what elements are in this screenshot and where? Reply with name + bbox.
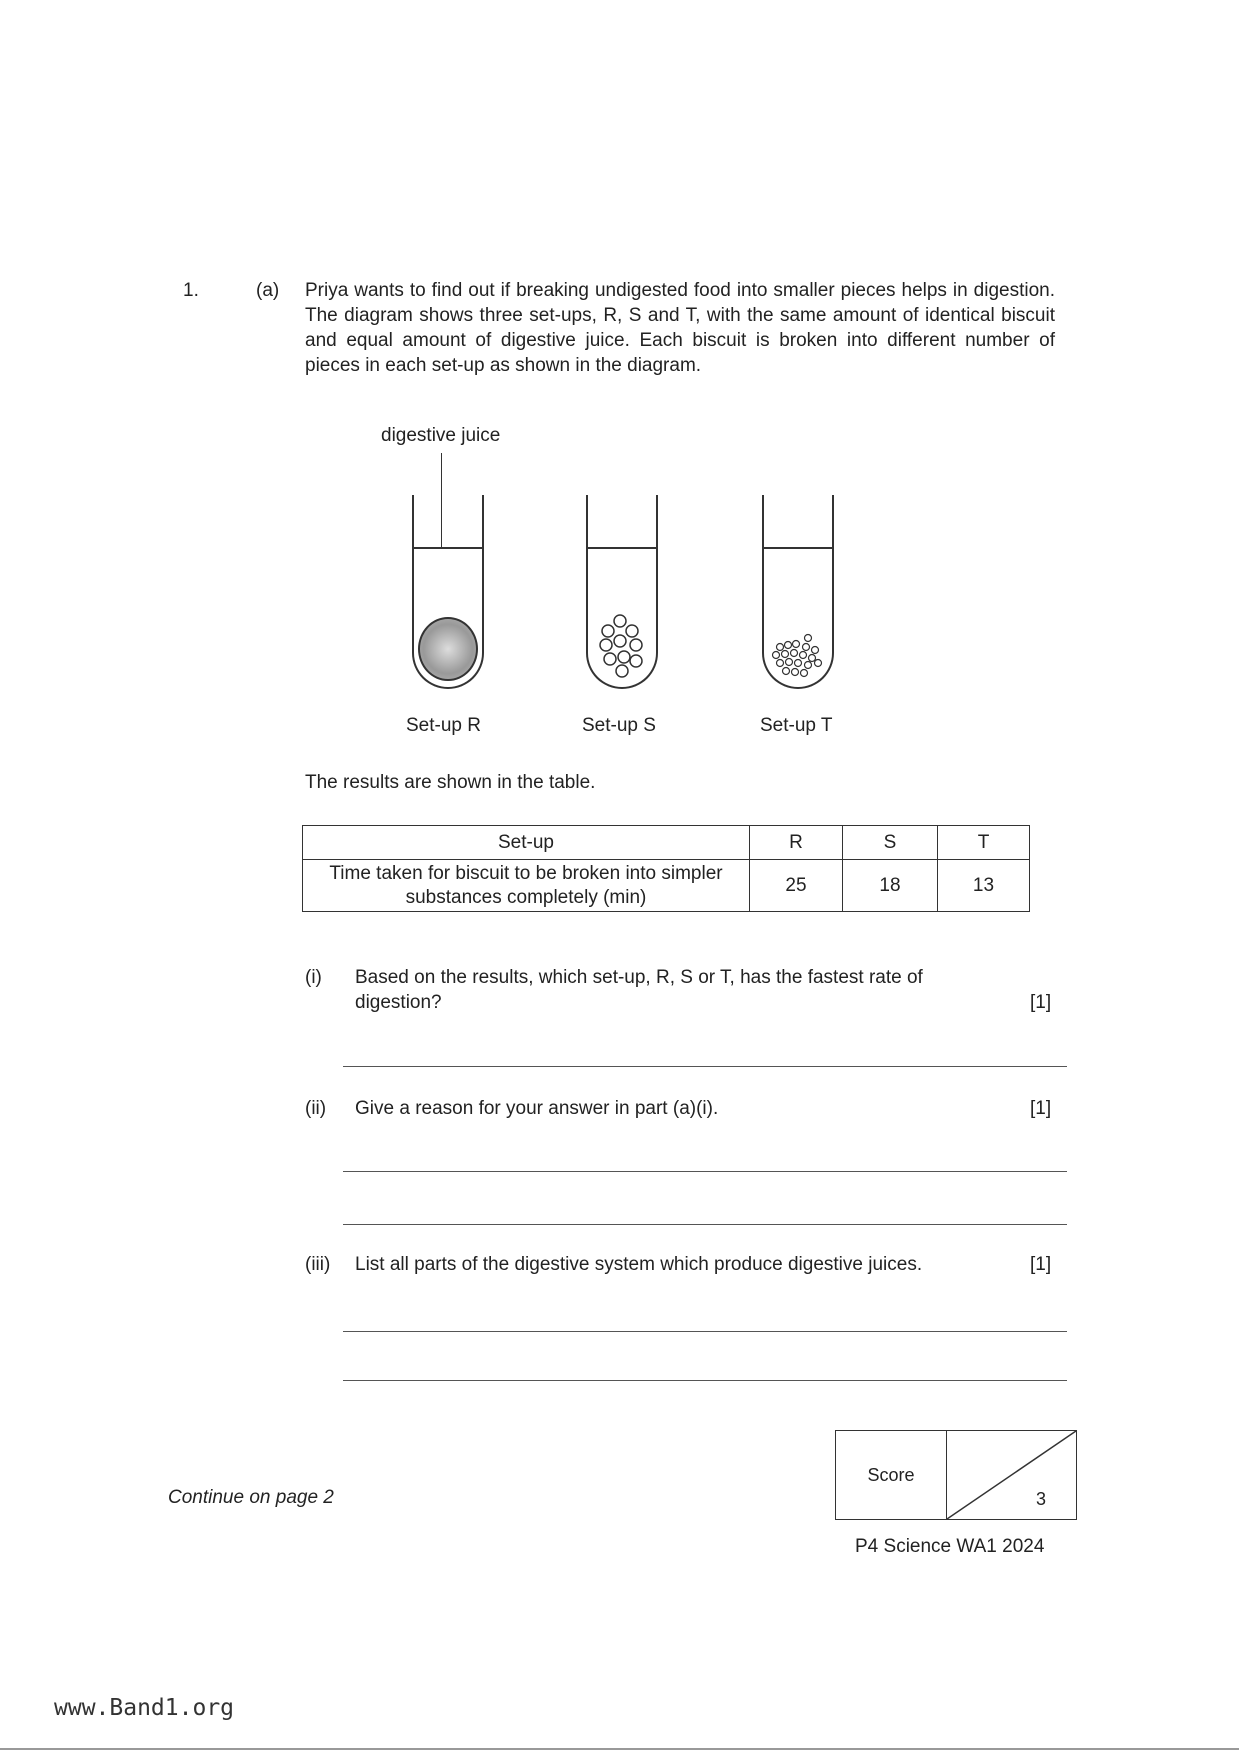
answer-line[interactable]: [343, 1171, 1067, 1172]
page-edge: [0, 1748, 1239, 1750]
header-cell: T: [938, 826, 1030, 860]
test-tube-s: [586, 495, 658, 689]
header-cell: Set-up: [303, 826, 750, 860]
score-label: Score: [836, 1431, 947, 1519]
score-box: [835, 1430, 1077, 1520]
test-tube-t: [762, 495, 834, 689]
marks-i: [1]: [1030, 992, 1052, 1013]
value-cell: 13: [938, 860, 1030, 912]
biscuit-pieces-medium: [592, 613, 652, 683]
marks-ii: [1]: [1030, 1098, 1052, 1119]
digestive-juice-label: digestive juice: [381, 425, 501, 446]
subpart-label-iii: (iii): [305, 1254, 331, 1275]
results-intro: The results are shown in the table.: [305, 772, 596, 793]
subpart-label-ii: (ii): [305, 1098, 327, 1119]
continue-note: Continue on page 2: [168, 1487, 334, 1508]
subpart-text-iii: List all parts of the digestive system which produce digestive juices.: [355, 1254, 923, 1275]
score-total: 3: [1036, 1489, 1047, 1509]
whole-biscuit: [418, 617, 478, 681]
value-cell: 18: [843, 860, 938, 912]
subpart-text-i: Based on the results, which set-up, R, S or T, has the fastest rate of digestion?: [355, 967, 923, 1013]
subpart-label-i: (i): [305, 967, 322, 988]
table-header-row: [303, 826, 1030, 860]
table-row: [303, 860, 1030, 912]
setup-label-t: Set-up T: [760, 715, 833, 736]
watermark: www.Band1.org: [54, 1695, 235, 1721]
answer-line[interactable]: [343, 1380, 1067, 1381]
setup-label-r: Set-up R: [406, 715, 481, 736]
answer-line[interactable]: [343, 1066, 1067, 1067]
value-cell: 25: [750, 860, 843, 912]
header-cell: S: [843, 826, 938, 860]
row-label: Time taken for biscuit to be broken into simpler substances completely (min): [303, 860, 750, 912]
score-diagonal: [947, 1431, 1076, 1519]
header-cell: R: [750, 826, 843, 860]
answer-line[interactable]: [343, 1331, 1067, 1332]
setup-label-s: Set-up S: [582, 715, 656, 736]
paper-code: P4 Science WA1 2024: [855, 1536, 1045, 1557]
biscuit-pieces-small: [768, 633, 828, 683]
question-number: 1.: [183, 280, 199, 301]
subpart-text-ii: Give a reason for your answer in part (a)(i).: [355, 1098, 719, 1119]
part-label: (a): [256, 280, 280, 301]
question-intro: Priya wants to find out if breaking undigested food into smaller pieces helps in digestion. The diagram shows three set-ups, R, S and T, with the same amount of identical biscuit and equal amount of digestive juice. Each biscuit is broken into different number of pieces in each set-up as shown in the diagram.: [305, 280, 1055, 376]
marks-iii: [1]: [1030, 1254, 1052, 1275]
answer-line[interactable]: [343, 1224, 1067, 1225]
test-tube-r: [412, 495, 484, 689]
results-table: [302, 825, 1030, 912]
